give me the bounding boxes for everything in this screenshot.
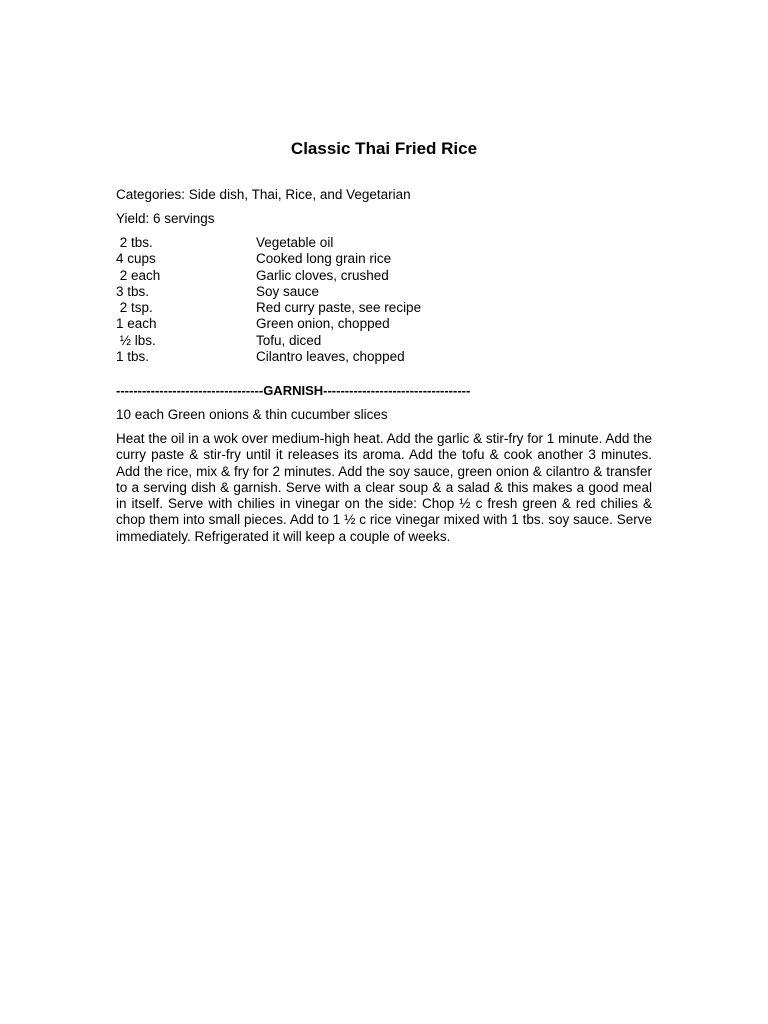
ingredient-row <box>116 284 656 300</box>
ingredient-name: Cooked long grain rice <box>256 251 392 267</box>
ingredient-name: Vegetable oil <box>256 235 334 250</box>
ingredient-name: Tofu, diced <box>256 332 322 348</box>
ingredient-quantity: 2 tsp. <box>116 300 153 316</box>
ingredient-row <box>116 251 656 267</box>
ingredient-name: Red curry paste, see recipe <box>256 300 422 316</box>
ingredient-row <box>116 268 656 284</box>
ingredient-name: Green onion, chopped <box>256 316 390 332</box>
garnish-section-header: ----------------------------------GARNISH---------------------------------- <box>116 383 471 398</box>
ingredient-list <box>116 235 656 365</box>
ingredient-name: Soy sauce <box>256 283 320 299</box>
ingredient-row <box>116 316 656 332</box>
ingredient-quantity: 2 each <box>116 267 161 283</box>
recipe-categories: Categories: Side dish, Thai, Rice, and Vegetarian <box>116 187 411 202</box>
ingredient-quantity: 3 tbs. <box>116 283 150 299</box>
ingredient-quantity: ½ lbs. <box>116 332 156 348</box>
ingredient-row <box>116 349 656 365</box>
recipe-instructions: Heat the oil in a wok over medium-high heat. Add the garlic & stir-fry for 1 minute. Add the curry paste & stir-fry until it releases its aroma. Add the tofu & cook another 3 minutes. Add the rice, mix & fry for 2 minutes. Add the soy sauce, green onion & cilantro & transfer to a serving dish & garnish. Serve with a clear soup & a salad & this makes a good meal in itself. Serve with chilies in vinegar on the side: Chop ½ c fresh green & red chilies & chop them into small pieces. Add to 1 ½ c rice vinegar mixed with 1 tbs. soy sauce. Serve immediately. Refrigerated it will keep a couple of weeks. <box>116 431 652 544</box>
ingredient-row <box>116 235 656 251</box>
ingredient-quantity: 1 each <box>116 316 157 332</box>
ingredient-row <box>116 300 656 316</box>
ingredient-quantity: 2 tbs. <box>116 235 153 250</box>
ingredient-name: Cilantro leaves, chopped <box>256 349 405 365</box>
ingredient-name: Garlic cloves, crushed <box>256 267 389 283</box>
recipe-yield: Yield: 6 servings <box>116 211 215 226</box>
ingredient-row <box>116 333 656 349</box>
recipe-title: Classic Thai Fried Rice <box>290 139 478 158</box>
ingredient-quantity: 1 tbs. <box>116 349 150 365</box>
ingredient-quantity: 4 cups <box>116 251 156 267</box>
garnish-text: 10 each Green onions & thin cucumber slices <box>116 407 388 422</box>
